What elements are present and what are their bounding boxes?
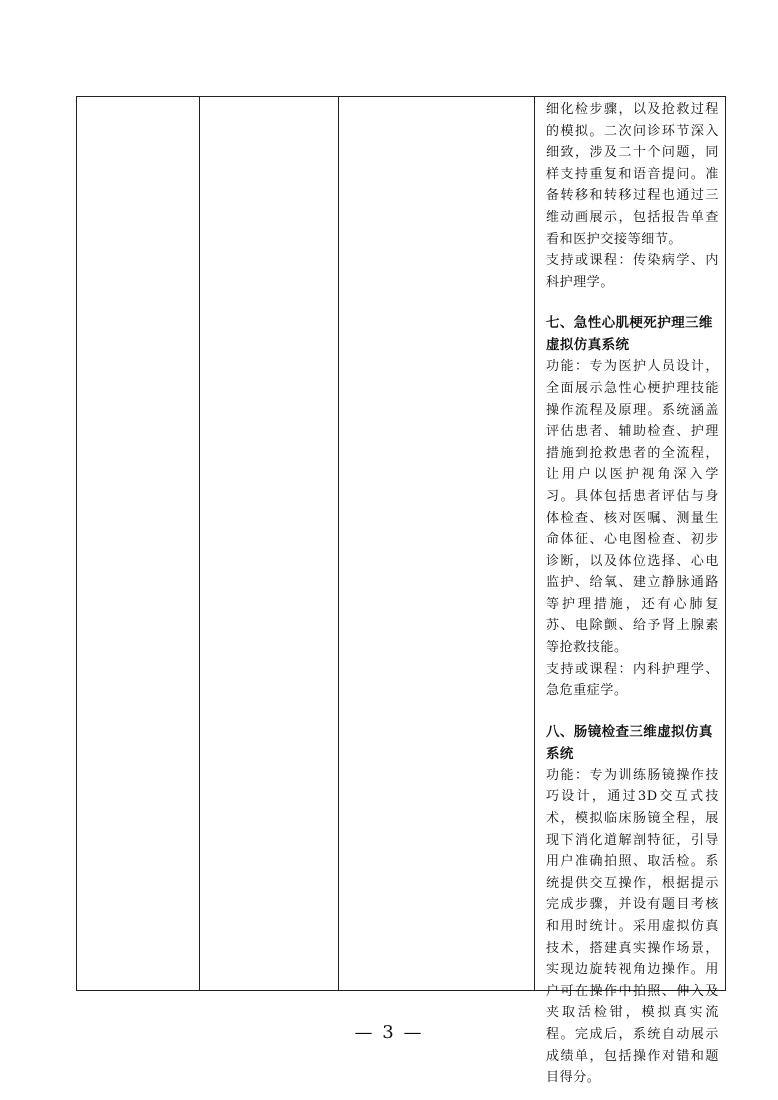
section-7-function-text: 功能：专为医护人员设计，全面展示急性心梗护理技能操作流程及原理。系统涵盖评估患者、辅助检查、护理措施到抢救患者的全流程，让用户以医护视角深入学习。具体包括患者评估与身体检查、核对医嘱、测量生命体征、心电图检查、初步诊断，以及体位选择、心电监护、给氧、建立静脉通路等护理措施，还有心肺复苏、电除颤、给予肾上腺素等抢救技能。 xyxy=(546,359,719,656)
page-number: — 3 — xyxy=(354,1022,424,1043)
section-7-courses-text: 支持或课程：内科护理学、急危重症学。 xyxy=(546,661,719,699)
section-8-title: 八、肠镜检查三维虚拟仿真系统 xyxy=(546,723,713,762)
section-8-function-text: 功能：专为训练肠镜操作技巧设计，通过3D交互式技术，模拟临床肠镜全程，展现下消化道解剖特征，引导用户准确拍照、取活检。系统提供交互操作，根据提示完成步骤，并设有题目考核和用时统计。采用虚拟仿真技术，搭建真实操作场景，实现边旋转视角边操作。用户可在操作中拍照、伸入及夹取活检钳，模拟真实流程。完成后，系统自动展示成绩单，包括操作对错和题目得分。 xyxy=(546,767,719,1086)
section-7-title: 七、急性心肌梗死护理三维虚拟仿真系统 xyxy=(546,315,713,354)
table-cell-column-1 xyxy=(77,97,200,990)
table-cell-description xyxy=(535,97,725,1086)
intro-continuation-text: 细化检步骤，以及抢救过程的模拟。二次问诊环节深入细致，涉及二十个问题，同样支持重复和语音提问。准备转移和转移过程也通过三维动画展示，包括报告单查看和医护交接等细节。 xyxy=(546,102,719,247)
content-table xyxy=(76,96,726,1086)
intro-courses-text: 支持或课程：传染病学、内科护理学。 xyxy=(546,253,719,290)
table-cell-column-3 xyxy=(339,97,535,990)
table-cell-column-2 xyxy=(200,97,339,990)
